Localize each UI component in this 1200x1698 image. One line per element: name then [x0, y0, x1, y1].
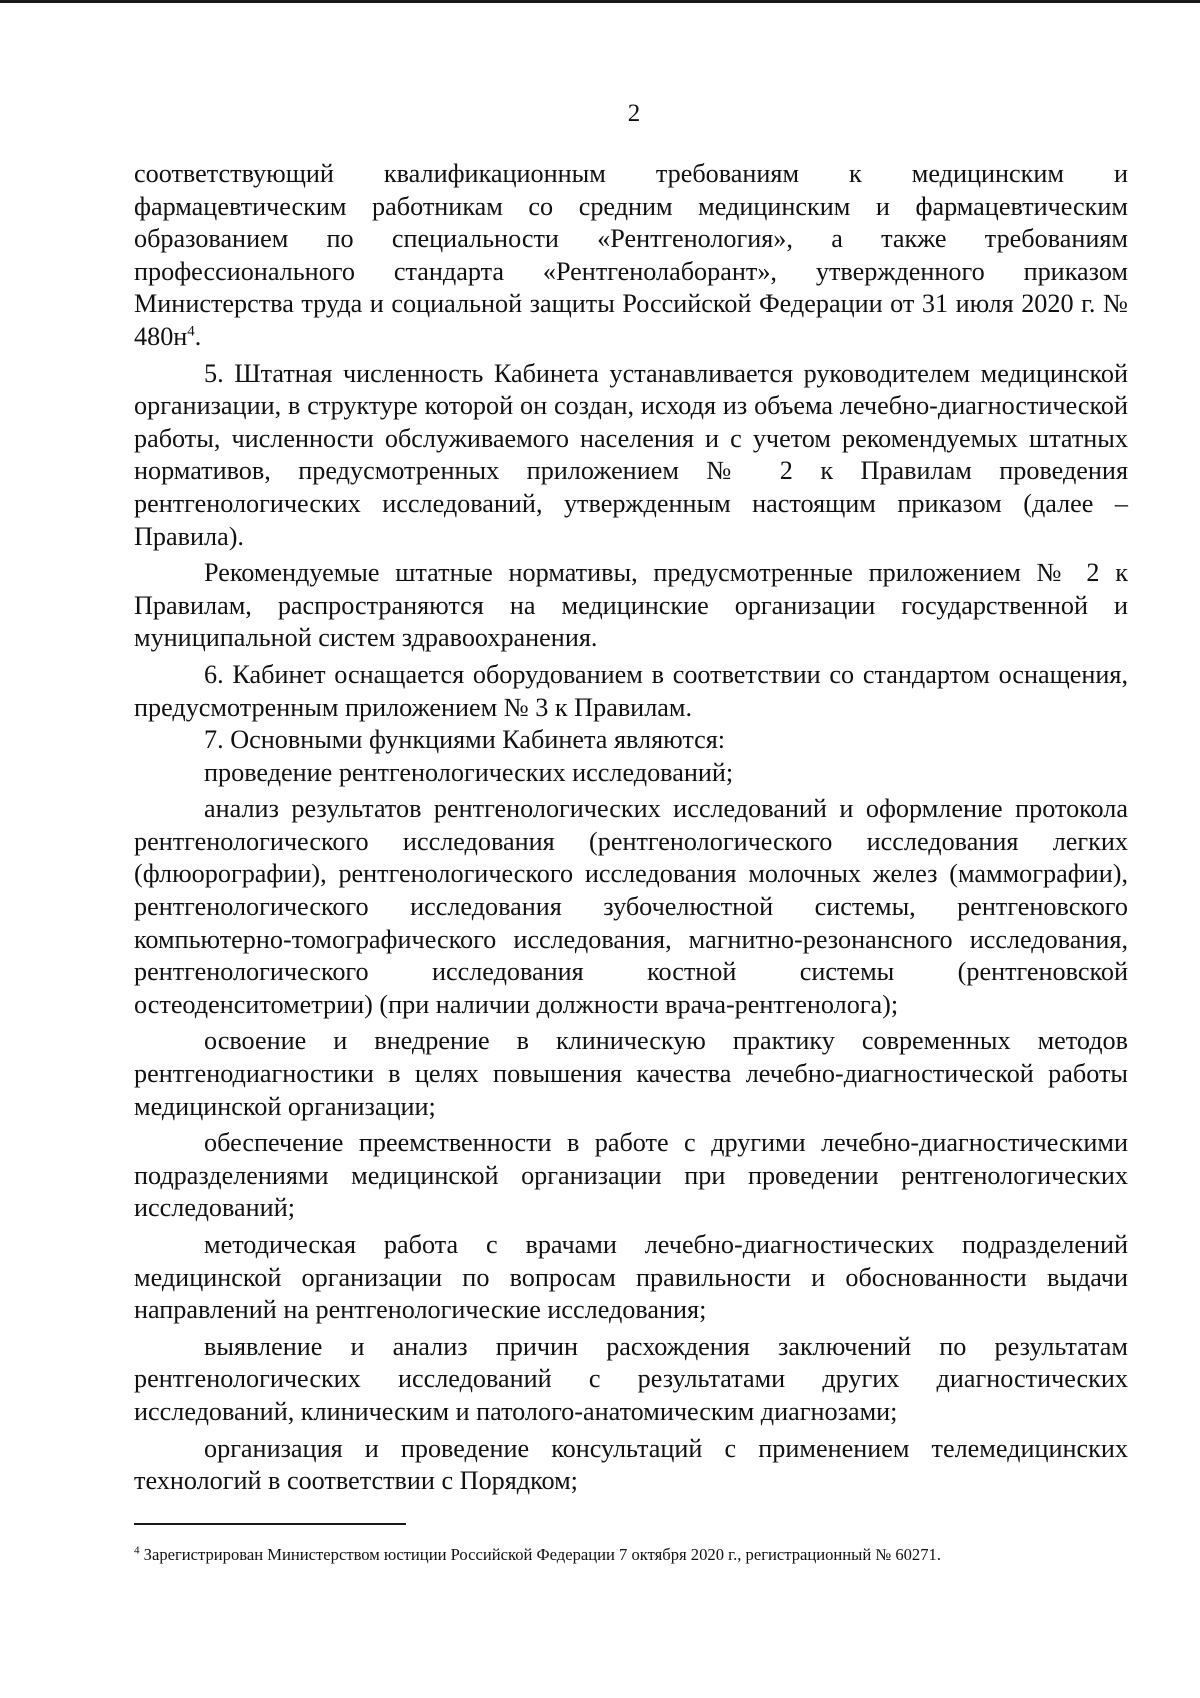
paragraph-text: соответствующий квалификационным требованиям к медицинским и фармацевтическим работникам со средним медицинским и фармацевтическим образованием по специальности «Рентгенология», а также требованиям профессионального стандарта «Рентгенолаборант», утвержденного приказом Министерства труда и социальной защиты Российской Федерации от 31 июля 2020 г. № 480н	[134, 159, 1128, 351]
function-item-new-methods: освоение и внедрение в клиническую практику современных методов рентгенодиагностики в целях повышения качества лечебно-диагностической работы медицинской организации;	[134, 1026, 1128, 1121]
paragraph-staffing-norms: Рекомендуемые штатные нормативы, предусмотренные приложением № 2 к Правилам, распространяются на медицинские организации государственной и муниципальной систем здравоохранения.	[134, 558, 1128, 653]
page-number: 2	[627, 100, 641, 127]
paragraph-qualification-requirements	[134, 158, 1128, 354]
paragraph-item-7-functions-heading: 7. Основными функциями Кабинета являются:	[204, 725, 726, 755]
paragraph-item-5-staffing: 5. Штатная численность Кабинета устанавливается руководителем медицинской организации, в структуре которой он создан, исходя из объема лечебно-диагностической работы, численности обслуживаемого населения и с учетом рекомендуемых штатных нормативов, предусмотренных приложением № 2 к Правилам проведения рентгенологических исследований, утвержденным настоящим приказом (далее – Правила).	[134, 358, 1128, 551]
page-top-border	[0, 0, 1200, 3]
function-item-analysis-protocol: анализ результатов рентгенологических исследований и оформление протокола рентгенологического исследования (рентгенологического исследования легких (флюорографии), рентгенологического исследования молочных желез (маммографии), рентгенологического исследования зубочелюстной системы, рентгеновского компьютерно-томографического исследования, магнитно-резонансного исследования, рентгенологического исследования костной системы (рентгеновской остеоденситометрии) (при наличии должности врача-рентгенолога);	[134, 794, 1128, 1019]
footnote	[134, 1544, 1134, 1566]
document-body	[134, 158, 1128, 1498]
function-item-telemedicine: организация и проведение консультаций с применением телемедицинских технологий в соответствии с Порядком;	[134, 1433, 1128, 1496]
paragraph-item-6-equipment: 6. Кабинет оснащается оборудованием в соответствии со стандартом оснащения, предусмотренным приложением № 3 к Правилам.	[134, 659, 1128, 722]
paragraph-tail: .	[194, 321, 202, 351]
function-item-discrepancy-analysis: выявление и анализ причин расхождения заключений по результатам рентгенологических исследований с результатами других диагностических исследований, клиническим и патолого-анатомическим диагнозами;	[134, 1331, 1128, 1426]
function-item-continuity: обеспечение преемственности в работе с другими лечебно-диагностическими подразделениями медицинской организации при проведении рентгенологических исследований;	[134, 1128, 1128, 1223]
footnote-reference: 4	[187, 323, 195, 340]
function-item-methodical-work: методическая работа с врачами лечебно-диагностических подразделений медицинской организации по вопросам правильности и обоснованности выдачи направлений на рентгенологические исследования;	[134, 1230, 1128, 1325]
footnote-text: Зарегистрирован Министерством юстиции Российской Федерации 7 октября 2020 г., регистрационный № 60271.	[139, 1545, 941, 1564]
footnote-separator	[134, 1523, 406, 1525]
function-item-conducting-studies: проведение рентгенологических исследований;	[204, 757, 734, 787]
footnote-marker: 4	[134, 1544, 140, 1557]
